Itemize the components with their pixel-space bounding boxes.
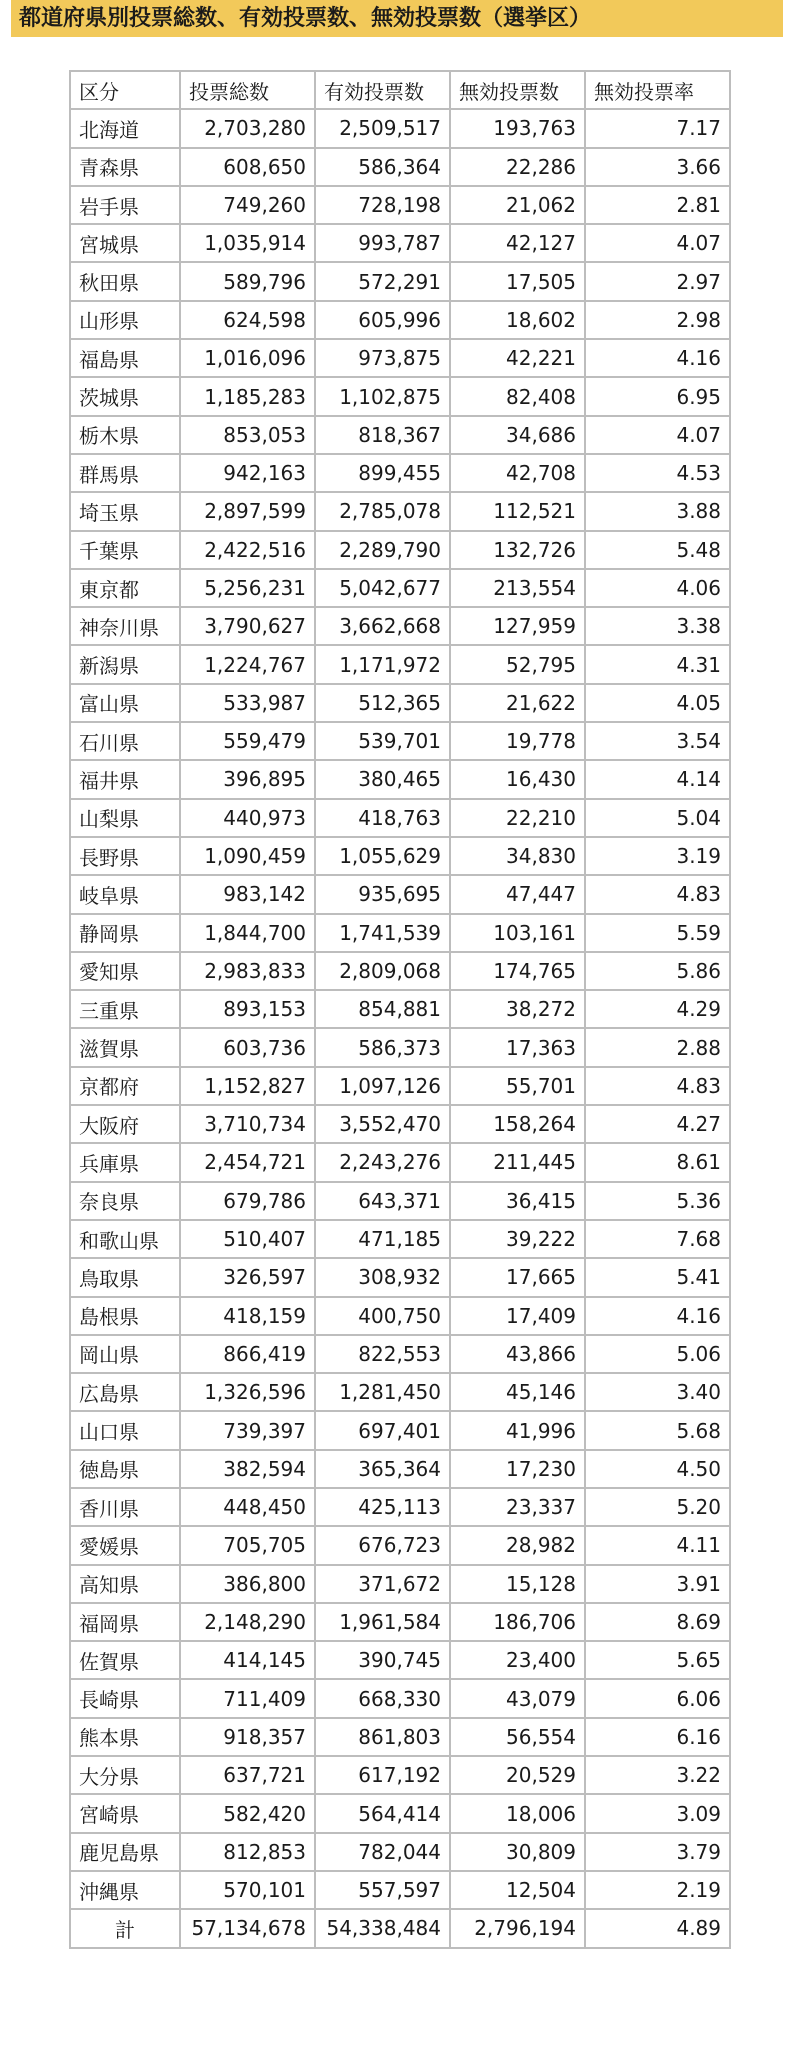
cell-region: 秋田県 <box>70 262 180 300</box>
cell-region: 富山県 <box>70 684 180 722</box>
cell-region: 山梨県 <box>70 799 180 837</box>
cell-valid-votes: 854,881 <box>315 990 450 1028</box>
cell-region: 京都府 <box>70 1067 180 1105</box>
table-row <box>70 301 730 339</box>
cell-invalid-votes: 15,128 <box>450 1565 585 1603</box>
cell-invalid-rate: 4.53 <box>585 454 730 492</box>
cell-valid-votes: 557,597 <box>315 1871 450 1909</box>
table-row <box>70 1526 730 1564</box>
cell-invalid-rate: 2.98 <box>585 301 730 339</box>
cell-invalid-votes: 174,765 <box>450 952 585 990</box>
cell-region: 東京都 <box>70 569 180 607</box>
table-row <box>70 1756 730 1794</box>
table-row <box>70 531 730 569</box>
cell-invalid-rate: 5.20 <box>585 1488 730 1526</box>
cell-invalid-rate: 2.97 <box>585 262 730 300</box>
column-header-invalid-votes: 無効投票数 <box>450 71 585 109</box>
table-row <box>70 1028 730 1066</box>
cell-invalid-rate: 5.48 <box>585 531 730 569</box>
cell-region: 宮崎県 <box>70 1794 180 1832</box>
cell-total-votes: 1,035,914 <box>180 224 315 262</box>
table-row <box>70 224 730 262</box>
table-row <box>70 684 730 722</box>
cell-invalid-rate: 4.83 <box>585 875 730 913</box>
cell-total-votes: 2,148,290 <box>180 1603 315 1641</box>
cell-valid-votes: 1,055,629 <box>315 837 450 875</box>
table-row <box>70 1220 730 1258</box>
cell-valid-votes: 935,695 <box>315 875 450 913</box>
cell-valid-votes: 3,552,470 <box>315 1105 450 1143</box>
cell-region: 新潟県 <box>70 645 180 683</box>
cell-invalid-votes: 45,146 <box>450 1373 585 1411</box>
page-title: 都道府県別投票総数、有効投票数、無効投票数（選挙区） <box>19 6 592 31</box>
cell-invalid-votes: 19,778 <box>450 722 585 760</box>
cell-region: 愛知県 <box>70 952 180 990</box>
cell-total-votes: 589,796 <box>180 262 315 300</box>
table-row <box>70 339 730 377</box>
cell-valid-votes: 425,113 <box>315 1488 450 1526</box>
cell-total-votes: 3,790,627 <box>180 607 315 645</box>
cell-invalid-votes: 21,622 <box>450 684 585 722</box>
table-row <box>70 799 730 837</box>
cell-invalid-rate: 5.04 <box>585 799 730 837</box>
cell-region: 長崎県 <box>70 1679 180 1717</box>
cell-total-votes: 57,134,678 <box>180 1909 315 1947</box>
cell-invalid-rate: 8.69 <box>585 1603 730 1641</box>
cell-valid-votes: 1,741,539 <box>315 914 450 952</box>
votes-table <box>69 70 731 1949</box>
cell-invalid-rate: 4.05 <box>585 684 730 722</box>
cell-valid-votes: 2,785,078 <box>315 492 450 530</box>
cell-valid-votes: 1,961,584 <box>315 1603 450 1641</box>
table-row <box>70 1335 730 1373</box>
cell-region: 埼玉県 <box>70 492 180 530</box>
cell-valid-votes: 400,750 <box>315 1297 450 1335</box>
table-row <box>70 1258 730 1296</box>
cell-invalid-votes: 17,363 <box>450 1028 585 1066</box>
cell-total-votes: 382,594 <box>180 1450 315 1488</box>
cell-region: 福島県 <box>70 339 180 377</box>
cell-region: 石川県 <box>70 722 180 760</box>
table-row <box>70 416 730 454</box>
table-row <box>70 722 730 760</box>
cell-invalid-rate: 5.06 <box>585 1335 730 1373</box>
cell-total-votes: 637,721 <box>180 1756 315 1794</box>
cell-invalid-rate: 4.16 <box>585 339 730 377</box>
cell-total-votes: 918,357 <box>180 1718 315 1756</box>
cell-invalid-rate: 4.50 <box>585 1450 730 1488</box>
cell-region: 茨城県 <box>70 377 180 415</box>
cell-invalid-votes: 41,996 <box>450 1411 585 1449</box>
cell-total-votes: 893,153 <box>180 990 315 1028</box>
table-row <box>70 990 730 1028</box>
cell-valid-votes: 564,414 <box>315 1794 450 1832</box>
cell-invalid-rate: 2.81 <box>585 186 730 224</box>
cell-region: 宮城県 <box>70 224 180 262</box>
column-header-valid-votes: 有効投票数 <box>315 71 450 109</box>
cell-valid-votes: 308,932 <box>315 1258 450 1296</box>
cell-total-votes: 582,420 <box>180 1794 315 1832</box>
table-body <box>70 109 730 1947</box>
cell-invalid-votes: 23,337 <box>450 1488 585 1526</box>
cell-valid-votes: 2,289,790 <box>315 531 450 569</box>
cell-valid-votes: 5,042,677 <box>315 569 450 607</box>
cell-region: 大阪府 <box>70 1105 180 1143</box>
table-row <box>70 1067 730 1105</box>
cell-region: 栃木県 <box>70 416 180 454</box>
cell-total-votes: 1,224,767 <box>180 645 315 683</box>
cell-total-votes: 418,159 <box>180 1297 315 1335</box>
cell-valid-votes: 643,371 <box>315 1182 450 1220</box>
table-row <box>70 148 730 186</box>
cell-region: 福井県 <box>70 760 180 798</box>
cell-invalid-rate: 3.79 <box>585 1833 730 1871</box>
cell-invalid-rate: 4.89 <box>585 1909 730 1947</box>
cell-invalid-votes: 112,521 <box>450 492 585 530</box>
cell-total-votes: 2,897,599 <box>180 492 315 530</box>
title-band <box>11 0 783 37</box>
cell-valid-votes: 3,662,668 <box>315 607 450 645</box>
table-row <box>70 875 730 913</box>
cell-valid-votes: 390,745 <box>315 1641 450 1679</box>
table-row <box>70 645 730 683</box>
cell-region: 神奈川県 <box>70 607 180 645</box>
cell-total-votes: 510,407 <box>180 1220 315 1258</box>
cell-region: 長野県 <box>70 837 180 875</box>
cell-invalid-rate: 3.54 <box>585 722 730 760</box>
cell-region: 大分県 <box>70 1756 180 1794</box>
cell-valid-votes: 539,701 <box>315 722 450 760</box>
cell-valid-votes: 2,509,517 <box>315 109 450 147</box>
table-row <box>70 377 730 415</box>
cell-total-votes: 711,409 <box>180 1679 315 1717</box>
cell-region: 静岡県 <box>70 914 180 952</box>
cell-invalid-rate: 3.38 <box>585 607 730 645</box>
cell-invalid-votes: 39,222 <box>450 1220 585 1258</box>
cell-invalid-votes: 17,665 <box>450 1258 585 1296</box>
cell-invalid-votes: 16,430 <box>450 760 585 798</box>
cell-region: 福岡県 <box>70 1603 180 1641</box>
cell-invalid-votes: 34,686 <box>450 416 585 454</box>
cell-invalid-rate: 5.59 <box>585 914 730 952</box>
cell-total-votes: 603,736 <box>180 1028 315 1066</box>
cell-valid-votes: 973,875 <box>315 339 450 377</box>
cell-region: 和歌山県 <box>70 1220 180 1258</box>
cell-total-votes: 386,800 <box>180 1565 315 1603</box>
table-row <box>70 186 730 224</box>
cell-invalid-rate: 5.86 <box>585 952 730 990</box>
cell-invalid-votes: 21,062 <box>450 186 585 224</box>
cell-region: 高知県 <box>70 1565 180 1603</box>
cell-total-votes: 739,397 <box>180 1411 315 1449</box>
cell-invalid-votes: 34,830 <box>450 837 585 875</box>
cell-valid-votes: 668,330 <box>315 1679 450 1717</box>
cell-total-votes: 866,419 <box>180 1335 315 1373</box>
cell-valid-votes: 586,373 <box>315 1028 450 1066</box>
cell-total-votes: 559,479 <box>180 722 315 760</box>
cell-region: 奈良県 <box>70 1182 180 1220</box>
cell-valid-votes: 899,455 <box>315 454 450 492</box>
table-row <box>70 1105 730 1143</box>
cell-region: 計 <box>70 1909 180 1947</box>
cell-region: 島根県 <box>70 1297 180 1335</box>
cell-invalid-votes: 42,708 <box>450 454 585 492</box>
cell-valid-votes: 697,401 <box>315 1411 450 1449</box>
cell-invalid-votes: 55,701 <box>450 1067 585 1105</box>
table-row <box>70 1641 730 1679</box>
cell-total-votes: 2,454,721 <box>180 1143 315 1181</box>
cell-total-votes: 749,260 <box>180 186 315 224</box>
cell-invalid-votes: 22,210 <box>450 799 585 837</box>
cell-invalid-votes: 158,264 <box>450 1105 585 1143</box>
cell-total-votes: 705,705 <box>180 1526 315 1564</box>
cell-total-votes: 414,145 <box>180 1641 315 1679</box>
table-row <box>70 1679 730 1717</box>
cell-invalid-rate: 3.66 <box>585 148 730 186</box>
cell-invalid-votes: 47,447 <box>450 875 585 913</box>
column-header-region: 区分 <box>70 71 180 109</box>
table-row <box>70 1565 730 1603</box>
cell-valid-votes: 822,553 <box>315 1335 450 1373</box>
cell-valid-votes: 1,281,450 <box>315 1373 450 1411</box>
cell-region: 北海道 <box>70 109 180 147</box>
table-row <box>70 1143 730 1181</box>
cell-invalid-rate: 5.68 <box>585 1411 730 1449</box>
cell-region: 徳島県 <box>70 1450 180 1488</box>
cell-region: 群馬県 <box>70 454 180 492</box>
cell-total-votes: 679,786 <box>180 1182 315 1220</box>
cell-valid-votes: 365,364 <box>315 1450 450 1488</box>
table-row <box>70 760 730 798</box>
cell-total-votes: 3,710,734 <box>180 1105 315 1143</box>
table-total-row <box>70 1909 730 1947</box>
table-row <box>70 1411 730 1449</box>
cell-invalid-rate: 4.07 <box>585 416 730 454</box>
cell-invalid-votes: 17,409 <box>450 1297 585 1335</box>
table-header-row <box>70 71 730 109</box>
cell-valid-votes: 861,803 <box>315 1718 450 1756</box>
cell-region: 岡山県 <box>70 1335 180 1373</box>
cell-region: 岐阜県 <box>70 875 180 913</box>
cell-invalid-votes: 17,230 <box>450 1450 585 1488</box>
cell-total-votes: 396,895 <box>180 760 315 798</box>
cell-invalid-rate: 3.88 <box>585 492 730 530</box>
cell-invalid-votes: 127,959 <box>450 607 585 645</box>
cell-invalid-rate: 4.29 <box>585 990 730 1028</box>
cell-region: 岩手県 <box>70 186 180 224</box>
cell-invalid-rate: 2.88 <box>585 1028 730 1066</box>
cell-valid-votes: 586,364 <box>315 148 450 186</box>
cell-total-votes: 608,650 <box>180 148 315 186</box>
cell-region: 佐賀県 <box>70 1641 180 1679</box>
cell-region: 山口県 <box>70 1411 180 1449</box>
cell-region: 山形県 <box>70 301 180 339</box>
cell-total-votes: 1,152,827 <box>180 1067 315 1105</box>
table-row <box>70 1794 730 1832</box>
cell-invalid-votes: 23,400 <box>450 1641 585 1679</box>
table-row <box>70 454 730 492</box>
table-row <box>70 1871 730 1909</box>
cell-invalid-votes: 213,554 <box>450 569 585 607</box>
cell-region: 三重県 <box>70 990 180 1028</box>
cell-invalid-votes: 43,866 <box>450 1335 585 1373</box>
cell-invalid-votes: 18,602 <box>450 301 585 339</box>
cell-total-votes: 1,185,283 <box>180 377 315 415</box>
cell-invalid-votes: 103,161 <box>450 914 585 952</box>
table-row <box>70 1833 730 1871</box>
cell-total-votes: 624,598 <box>180 301 315 339</box>
cell-region: 広島県 <box>70 1373 180 1411</box>
cell-invalid-votes: 42,221 <box>450 339 585 377</box>
cell-region: 滋賀県 <box>70 1028 180 1066</box>
cell-valid-votes: 728,198 <box>315 186 450 224</box>
cell-invalid-rate: 3.22 <box>585 1756 730 1794</box>
column-header-total-votes: 投票総数 <box>180 71 315 109</box>
cell-invalid-votes: 211,445 <box>450 1143 585 1181</box>
cell-total-votes: 533,987 <box>180 684 315 722</box>
cell-valid-votes: 993,787 <box>315 224 450 262</box>
table-row <box>70 837 730 875</box>
cell-total-votes: 1,326,596 <box>180 1373 315 1411</box>
cell-valid-votes: 380,465 <box>315 760 450 798</box>
cell-total-votes: 1,844,700 <box>180 914 315 952</box>
table-row <box>70 952 730 990</box>
cell-total-votes: 983,142 <box>180 875 315 913</box>
cell-region: 沖縄県 <box>70 1871 180 1909</box>
cell-invalid-votes: 2,796,194 <box>450 1909 585 1947</box>
table-row <box>70 492 730 530</box>
table-row <box>70 607 730 645</box>
cell-invalid-rate: 4.06 <box>585 569 730 607</box>
cell-total-votes: 326,597 <box>180 1258 315 1296</box>
table-row <box>70 1718 730 1756</box>
cell-invalid-rate: 3.40 <box>585 1373 730 1411</box>
table-row <box>70 1603 730 1641</box>
cell-invalid-votes: 12,504 <box>450 1871 585 1909</box>
cell-invalid-rate: 4.11 <box>585 1526 730 1564</box>
cell-invalid-rate: 4.14 <box>585 760 730 798</box>
cell-invalid-votes: 30,809 <box>450 1833 585 1871</box>
cell-invalid-votes: 20,529 <box>450 1756 585 1794</box>
cell-total-votes: 570,101 <box>180 1871 315 1909</box>
cell-invalid-votes: 18,006 <box>450 1794 585 1832</box>
cell-invalid-votes: 82,408 <box>450 377 585 415</box>
cell-region: 千葉県 <box>70 531 180 569</box>
cell-total-votes: 812,853 <box>180 1833 315 1871</box>
cell-total-votes: 440,973 <box>180 799 315 837</box>
table-row <box>70 1297 730 1335</box>
cell-region: 愛媛県 <box>70 1526 180 1564</box>
cell-valid-votes: 1,097,126 <box>315 1067 450 1105</box>
cell-valid-votes: 605,996 <box>315 301 450 339</box>
cell-total-votes: 2,422,516 <box>180 531 315 569</box>
cell-valid-votes: 572,291 <box>315 262 450 300</box>
cell-valid-votes: 617,192 <box>315 1756 450 1794</box>
cell-region: 香川県 <box>70 1488 180 1526</box>
cell-invalid-votes: 43,079 <box>450 1679 585 1717</box>
table-row <box>70 569 730 607</box>
cell-valid-votes: 2,809,068 <box>315 952 450 990</box>
cell-invalid-rate: 4.27 <box>585 1105 730 1143</box>
cell-invalid-votes: 132,726 <box>450 531 585 569</box>
cell-total-votes: 1,016,096 <box>180 339 315 377</box>
cell-region: 兵庫県 <box>70 1143 180 1181</box>
table-row <box>70 1450 730 1488</box>
cell-total-votes: 448,450 <box>180 1488 315 1526</box>
column-header-invalid-rate: 無効投票率 <box>585 71 730 109</box>
cell-valid-votes: 1,171,972 <box>315 645 450 683</box>
cell-invalid-rate: 6.06 <box>585 1679 730 1717</box>
cell-valid-votes: 818,367 <box>315 416 450 454</box>
table-row <box>70 109 730 147</box>
cell-invalid-rate: 5.41 <box>585 1258 730 1296</box>
cell-region: 熊本県 <box>70 1718 180 1756</box>
cell-region: 鹿児島県 <box>70 1833 180 1871</box>
cell-valid-votes: 418,763 <box>315 799 450 837</box>
cell-valid-votes: 1,102,875 <box>315 377 450 415</box>
cell-invalid-votes: 38,272 <box>450 990 585 1028</box>
cell-invalid-votes: 193,763 <box>450 109 585 147</box>
cell-invalid-rate: 7.17 <box>585 109 730 147</box>
cell-valid-votes: 676,723 <box>315 1526 450 1564</box>
cell-invalid-rate: 3.91 <box>585 1565 730 1603</box>
cell-valid-votes: 782,044 <box>315 1833 450 1871</box>
table-row <box>70 262 730 300</box>
cell-invalid-votes: 22,286 <box>450 148 585 186</box>
cell-invalid-votes: 186,706 <box>450 1603 585 1641</box>
cell-invalid-votes: 56,554 <box>450 1718 585 1756</box>
cell-region: 青森県 <box>70 148 180 186</box>
cell-valid-votes: 471,185 <box>315 1220 450 1258</box>
cell-invalid-rate: 3.19 <box>585 837 730 875</box>
cell-total-votes: 2,983,833 <box>180 952 315 990</box>
cell-total-votes: 5,256,231 <box>180 569 315 607</box>
cell-invalid-votes: 36,415 <box>450 1182 585 1220</box>
cell-valid-votes: 54,338,484 <box>315 1909 450 1947</box>
cell-invalid-rate: 6.16 <box>585 1718 730 1756</box>
cell-invalid-votes: 52,795 <box>450 645 585 683</box>
cell-invalid-rate: 4.07 <box>585 224 730 262</box>
cell-invalid-rate: 2.19 <box>585 1871 730 1909</box>
cell-invalid-votes: 42,127 <box>450 224 585 262</box>
cell-total-votes: 2,703,280 <box>180 109 315 147</box>
cell-total-votes: 853,053 <box>180 416 315 454</box>
cell-valid-votes: 512,365 <box>315 684 450 722</box>
cell-invalid-rate: 8.61 <box>585 1143 730 1181</box>
table-row <box>70 1488 730 1526</box>
cell-invalid-rate: 4.83 <box>585 1067 730 1105</box>
cell-total-votes: 1,090,459 <box>180 837 315 875</box>
cell-invalid-rate: 4.31 <box>585 645 730 683</box>
cell-invalid-rate: 5.36 <box>585 1182 730 1220</box>
cell-total-votes: 942,163 <box>180 454 315 492</box>
cell-invalid-rate: 5.65 <box>585 1641 730 1679</box>
cell-invalid-votes: 17,505 <box>450 262 585 300</box>
cell-invalid-votes: 28,982 <box>450 1526 585 1564</box>
cell-invalid-rate: 4.16 <box>585 1297 730 1335</box>
table-row <box>70 914 730 952</box>
cell-region: 鳥取県 <box>70 1258 180 1296</box>
cell-invalid-rate: 6.95 <box>585 377 730 415</box>
table-row <box>70 1182 730 1220</box>
cell-invalid-rate: 3.09 <box>585 1794 730 1832</box>
cell-valid-votes: 2,243,276 <box>315 1143 450 1181</box>
cell-valid-votes: 371,672 <box>315 1565 450 1603</box>
cell-invalid-rate: 7.68 <box>585 1220 730 1258</box>
table-row <box>70 1373 730 1411</box>
